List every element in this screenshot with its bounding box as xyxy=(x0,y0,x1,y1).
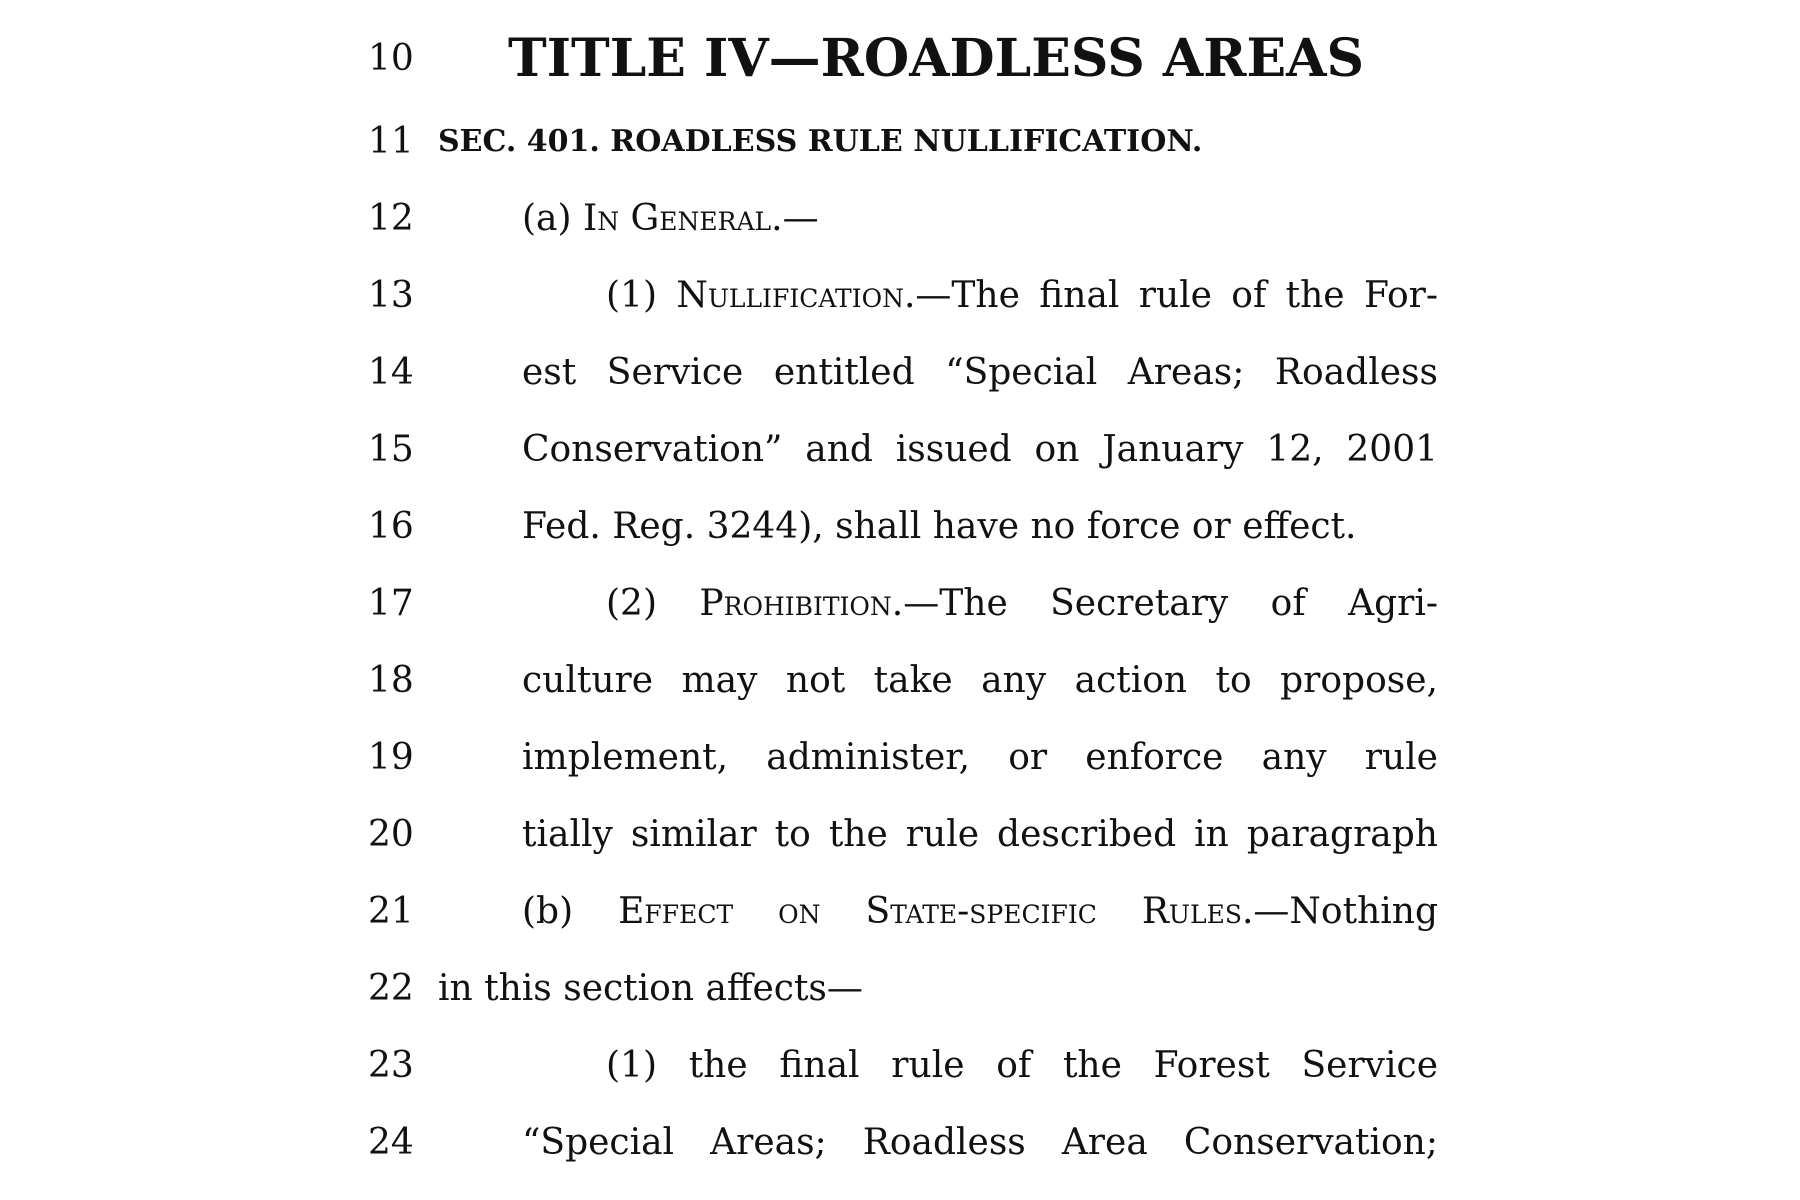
subsection-a xyxy=(522,180,819,258)
body-text: tially similar to the rule described in paragraph xyxy=(522,814,1438,855)
line-number: 13 xyxy=(368,275,414,316)
body-text: est Service entitled “Special Areas; Roadless xyxy=(522,352,1438,393)
body-text: “Special Areas; Roadless Area Conservation; xyxy=(522,1122,1438,1163)
paragraph-heading: Nullification xyxy=(676,275,904,316)
document-line xyxy=(0,103,1800,181)
line-number: 16 xyxy=(368,506,414,547)
subsection-heading: Effect on State-specific Rules xyxy=(618,891,1242,932)
document-line xyxy=(0,488,1800,566)
paragraph-text: .—The Secretary of Agri- xyxy=(891,583,1438,624)
document-line xyxy=(0,1104,1800,1182)
line-number: 14 xyxy=(368,352,414,393)
section-heading: SEC. 401. ROADLESS RULE NULLIFICATION. xyxy=(438,124,1203,159)
subsection-text: .— xyxy=(771,198,819,239)
line-number: 20 xyxy=(368,814,414,855)
document-line xyxy=(0,411,1800,489)
body-text: Conservation” and issued on January 12, 2001 xyxy=(522,429,1438,470)
paragraph-2-first-line xyxy=(606,565,1438,643)
line-number: 11 xyxy=(368,121,414,162)
document-line xyxy=(0,796,1800,874)
body-text: in this section affects— xyxy=(438,968,863,1009)
subsection-prefix: (a) xyxy=(522,198,583,239)
document-line xyxy=(0,257,1800,335)
line-number: 23 xyxy=(368,1045,414,1086)
body-text: (1) the final rule of the Forest Service xyxy=(606,1045,1438,1086)
subsection-text: .—Nothing xyxy=(1241,891,1438,932)
line-number: 22 xyxy=(368,968,414,1009)
body-text: Fed. Reg. 3244), shall have no force or effect. xyxy=(522,506,1357,547)
line-number: 24 xyxy=(368,1122,414,1163)
line-number: 10 xyxy=(368,38,414,79)
subsection-b xyxy=(522,873,1438,951)
paragraph-text: .—The final rule of the For- xyxy=(903,275,1438,316)
line-number: 19 xyxy=(368,737,414,778)
document-line xyxy=(0,719,1800,797)
document-line xyxy=(0,180,1800,258)
subsection-prefix: (b) xyxy=(522,891,619,932)
document-line xyxy=(0,1027,1800,1105)
document-line xyxy=(0,873,1800,951)
paragraph-prefix: (2) xyxy=(606,583,700,624)
document-line xyxy=(0,334,1800,412)
line-number: 18 xyxy=(368,660,414,701)
body-text: culture may not take any action to propose, xyxy=(522,660,1438,701)
line-number: 12 xyxy=(368,198,414,239)
body-text xyxy=(522,0,585,14)
body-text: implement, administer, or enforce any rule xyxy=(522,737,1438,778)
subsection-heading: In General xyxy=(583,198,772,239)
line-number: 17 xyxy=(368,583,414,624)
paragraph-1-first-line xyxy=(606,257,1438,335)
line-number: 21 xyxy=(368,891,414,932)
document-line xyxy=(0,642,1800,720)
document-line xyxy=(0,950,1800,1028)
title-heading: TITLE IV—ROADLESS AREAS xyxy=(508,28,1364,89)
paragraph-prefix: (1) xyxy=(606,275,677,316)
document-line xyxy=(0,20,1800,98)
line-number: 15 xyxy=(368,429,414,470)
document-line xyxy=(0,565,1800,643)
paragraph-heading: Prohibition xyxy=(699,583,892,624)
